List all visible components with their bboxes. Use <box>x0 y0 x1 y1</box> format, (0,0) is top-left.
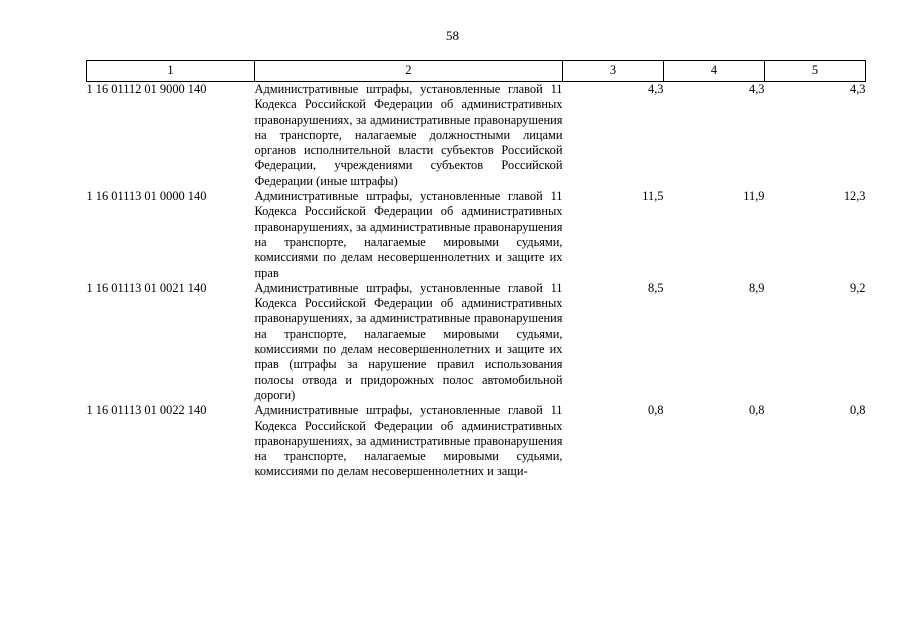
row-code: 1 16 01113 01 0000 140 <box>86 189 207 204</box>
table-row <box>87 82 866 190</box>
row-value-col4: 11,9 <box>743 189 765 204</box>
row-value-col5: 9,2 <box>850 280 866 295</box>
header-cell-4: 4 <box>664 61 765 82</box>
row-description: Административные штрафы, установленные главой 11 Кодекса Российской Федерации об административных правонарушениях, за административные правонарушения на транспорте, налагаемые мировыми судьями, комиссиями по делам несовершеннолетних и защите их прав (штрафы за нарушение правил использования полосы отвода и придорожных полос автомобильной дороги) <box>254 280 563 402</box>
table-row <box>87 189 866 281</box>
table-header <box>87 61 866 82</box>
row-value-col4: 4,3 <box>749 82 765 96</box>
row-value-col4: 0,8 <box>749 403 765 418</box>
row-description: Административные штрафы, установленные главой 11 Кодекса Российской Федерации об административных правонарушениях, за административные правонарушения на транспорте, налагаемые мировыми судьями, комиссиями по делам несовершеннолетних и защите их прав <box>254 189 563 280</box>
row-value-col3: 8,5 <box>648 280 664 295</box>
header-row <box>87 61 866 82</box>
page-number: 58 <box>446 28 459 43</box>
row-value-col3: 11,5 <box>642 189 664 204</box>
header-cell-5: 5 <box>765 61 866 82</box>
row-value-col3: 4,3 <box>648 82 664 96</box>
table-body <box>87 82 866 480</box>
row-value-col5: 4,3 <box>850 82 866 96</box>
row-value-col4: 8,9 <box>749 280 765 295</box>
row-description: Административные штрафы, установленные главой 11 Кодекса Российской Федерации об административных правонарушениях, за административные правонарушения на транспорте, налагаемые должностными лицами органов исполнительной власти субъектов Российской Федерации, учреждениями субъектов Российской Федерации (иные штрафы) <box>254 82 563 188</box>
row-code: 1 16 01112 01 9000 140 <box>86 82 207 96</box>
row-value-col3: 0,8 <box>648 403 664 418</box>
table-row <box>87 281 866 403</box>
row-value-col5: 12,3 <box>843 189 866 204</box>
row-code: 1 16 01113 01 0021 140 <box>86 280 207 295</box>
row-code: 1 16 01113 01 0022 140 <box>86 403 207 418</box>
header-cell-2: 2 <box>255 61 563 82</box>
header-cell-3: 3 <box>563 61 664 82</box>
row-description: Административные штрафы, установленные главой 11 Кодекса Российской Федерации об административных правонарушениях, за административные правонарушения на транспорте, налагаемые мировыми судьями, комиссиями по делам несовершеннолетних и защи- <box>254 403 563 479</box>
header-cell-1: 1 <box>87 61 255 82</box>
budget-table <box>86 60 866 480</box>
table-row <box>87 403 866 479</box>
row-value-col5: 0,8 <box>850 403 866 418</box>
